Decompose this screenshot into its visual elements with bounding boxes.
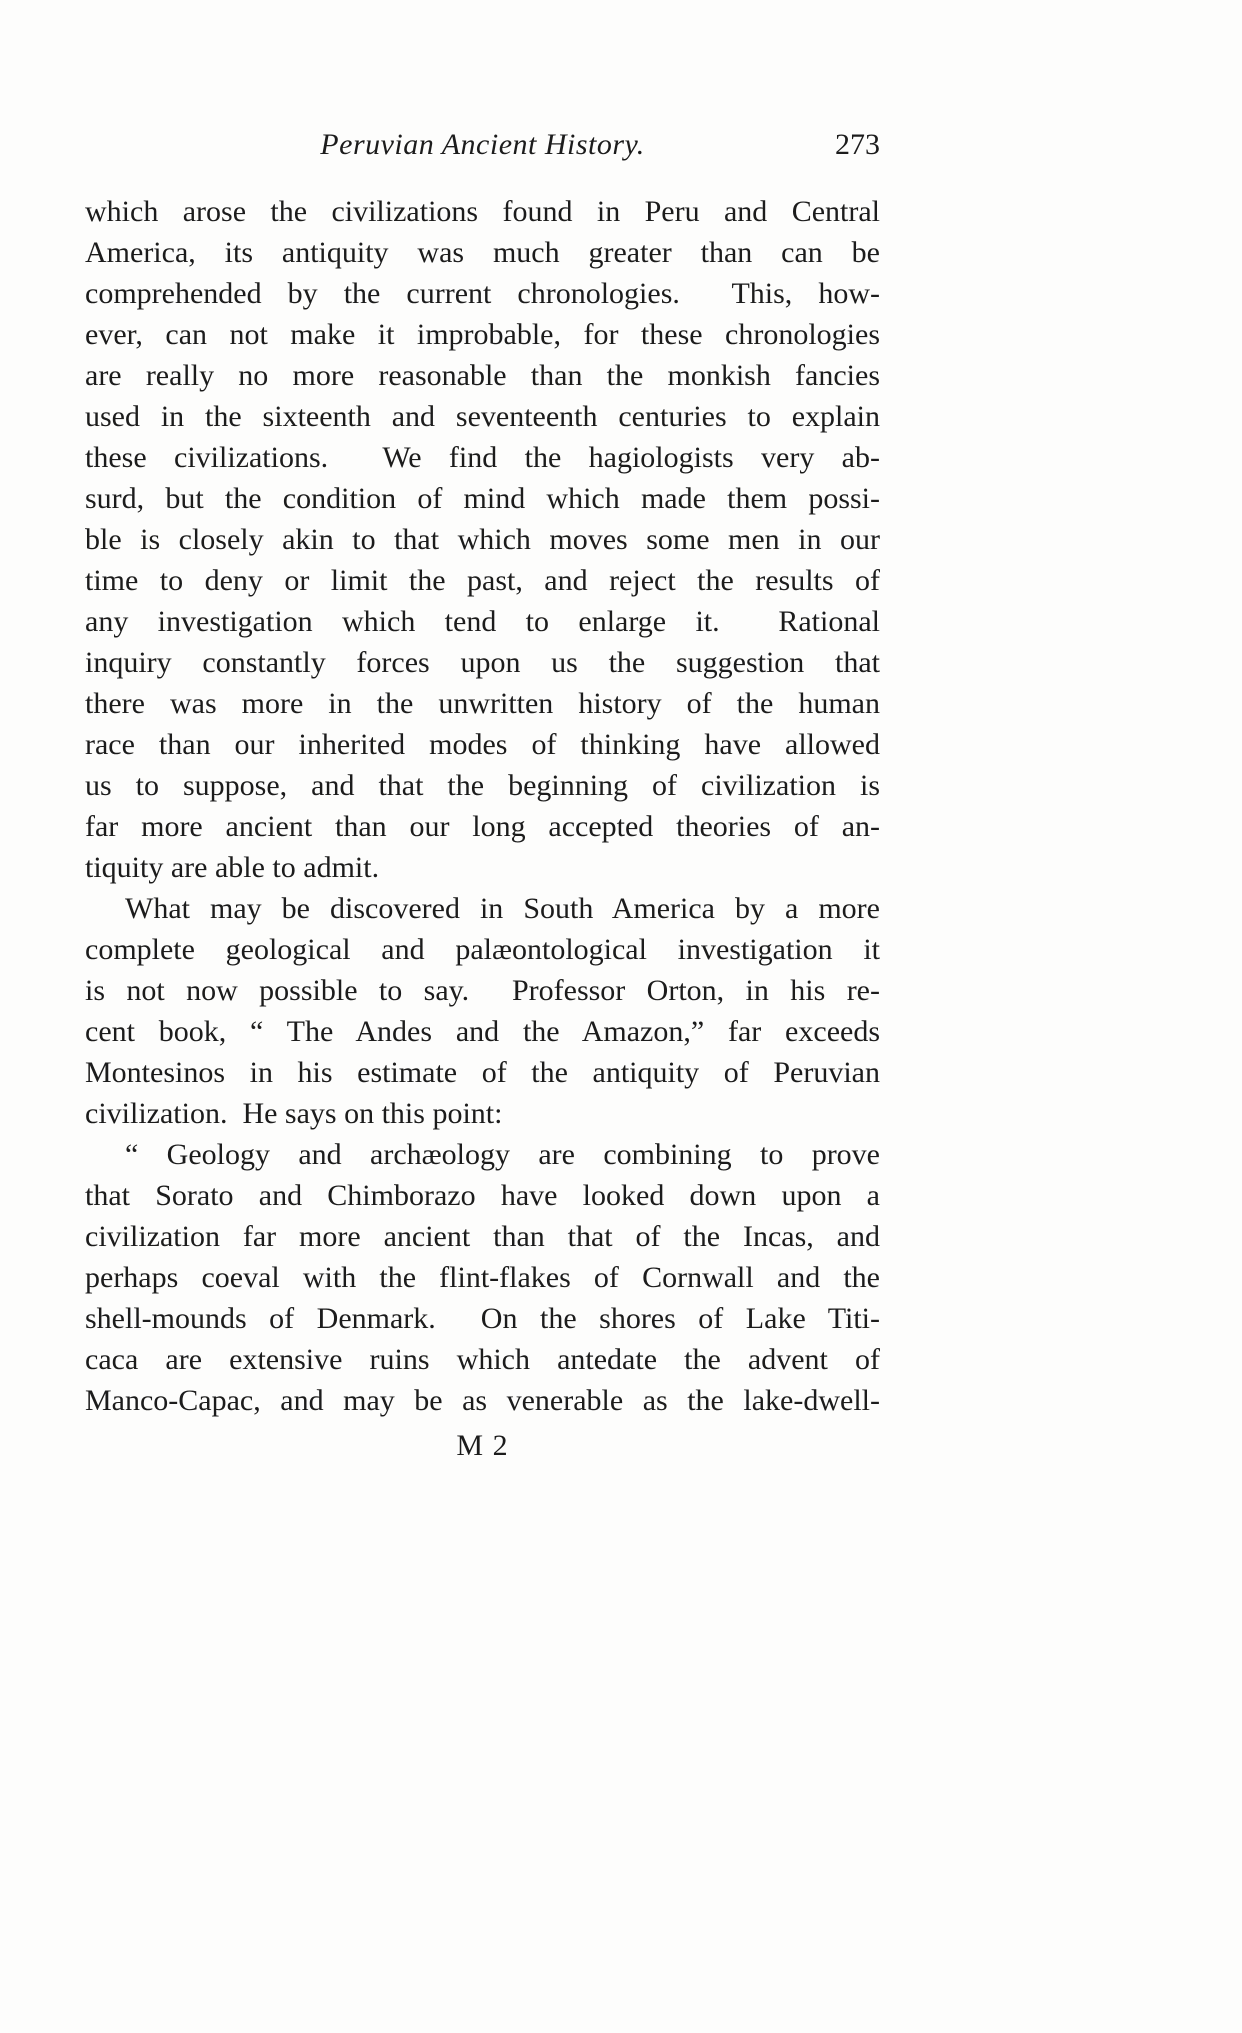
page-header	[85, 128, 880, 170]
paragraph	[85, 191, 880, 888]
text-line: are really no more reasonable than the monkish fancies	[85, 359, 880, 392]
text-line: that Sorato and Chimborazo have looked down upon a	[85, 1179, 880, 1212]
text-line: America, its antiquity was much greater than can be	[85, 236, 880, 269]
text-line: surd, but the condition of mind which made them possi-	[85, 482, 880, 515]
paragraph	[85, 1134, 880, 1421]
text-line: Montesinos in his estimate of the antiquity of Peruvian	[85, 1056, 880, 1089]
text-line: any investigation which tend to enlarge it. Rational	[85, 605, 880, 638]
text-line: “ Geology and archæology are combining to prove	[125, 1138, 880, 1171]
text-line: race than our inherited modes of thinking have allowed	[85, 728, 880, 761]
running-title: Peruvian Ancient History.	[320, 128, 645, 161]
signature-mark: M 2	[456, 1429, 509, 1462]
text-line: ever, can not make it improbable, for these chronologies	[85, 318, 880, 351]
text-line: What may be discovered in South America by a more	[125, 892, 880, 925]
page-number: 273	[835, 128, 880, 161]
text-line: there was more in the unwritten history of the human	[85, 687, 880, 720]
text-line: Manco-Capac, and may be as venerable as the lake-dwell-	[85, 1384, 880, 1417]
text-line: tiquity are able to admit.	[85, 851, 380, 884]
text-body	[85, 191, 880, 1421]
text-line: inquiry constantly forces upon us the suggestion that	[85, 646, 880, 679]
text-line: time to deny or limit the past, and reject the results of	[85, 564, 880, 597]
text-line: used in the sixteenth and seventeenth centuries to explain	[85, 400, 880, 433]
paragraph	[85, 888, 880, 1134]
text-line: perhaps coeval with the flint-flakes of Cornwall and the	[85, 1261, 880, 1294]
text-line: far more ancient than our long accepted theories of an-	[85, 810, 880, 843]
text-line: shell-mounds of Denmark. On the shores of Lake Titi-	[85, 1302, 880, 1335]
text-line: caca are extensive ruins which antedate the advent of	[85, 1343, 880, 1376]
text-line: civilization far more ancient than that of the Incas, and	[85, 1220, 880, 1253]
text-line: us to suppose, and that the beginning of civilization is	[85, 769, 880, 802]
text-line: complete geological and palæontological investigation it	[85, 933, 880, 966]
text-line: civilization. He says on this point:	[85, 1097, 503, 1130]
text-line: cent book, “ The Andes and the Amazon,” far exceeds	[85, 1015, 880, 1048]
text-line: which arose the civilizations found in Peru and Central	[85, 195, 880, 228]
text-line: ble is closely akin to that which moves some men in our	[85, 523, 880, 556]
text-line: is not now possible to say. Professor Orton, in his re-	[85, 974, 880, 1007]
text-line: these civilizations. We find the hagiologists very ab-	[85, 441, 880, 474]
text-line: comprehended by the current chronologies. This, how-	[85, 277, 880, 310]
